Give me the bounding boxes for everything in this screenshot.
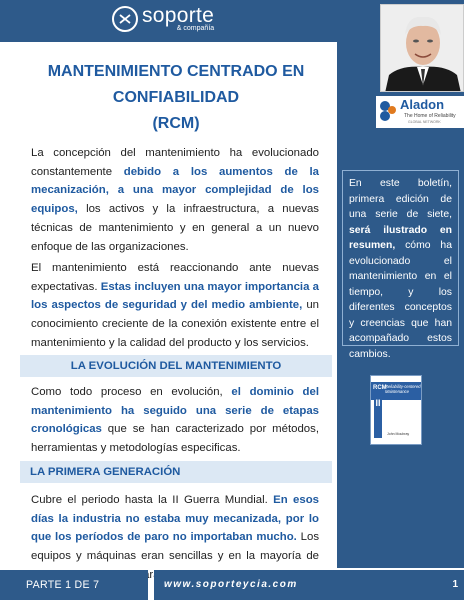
title-line-1: MANTENIMIENTO CENTRADO EN bbox=[47, 63, 305, 80]
text-span: cómo ha evolucionado el mantenimiento en el tiempo, y los diferentes conceptos y creencias que han acompañado estos cambios. bbox=[349, 240, 452, 360]
footer-bar bbox=[154, 570, 464, 600]
text-span: El mantenimiento está reaccionando ante nuevas expectativas. bbox=[31, 262, 319, 293]
logo-icon bbox=[112, 6, 138, 32]
highlight-span: En esos días la industria no estaba muy mecanizada, por lo que los períodos de paro no importaban mucho. bbox=[31, 494, 319, 544]
title-line-3: (RCM) bbox=[152, 115, 200, 132]
section-heading-evolution: LA EVOLUCIÓN DEL MANTENIMIENTO bbox=[20, 355, 332, 377]
aladon-icon bbox=[378, 99, 398, 123]
author-photo bbox=[380, 4, 464, 92]
text-span: En este boletín, primera edición de una serie de siete, bbox=[349, 178, 452, 220]
evolution-paragraph bbox=[31, 383, 319, 458]
page-title bbox=[20, 59, 332, 137]
text-span: Cubre el periodo hasta la II Guerra Mundial. bbox=[31, 494, 274, 506]
text-span: que se han caracterizado por métodos, herramientas y metodologías especificas. bbox=[31, 423, 319, 455]
book-cover-image bbox=[370, 375, 422, 445]
footer-url-link[interactable]: www.soporteycia.com bbox=[164, 579, 298, 590]
book-author: John Moubray bbox=[387, 432, 410, 436]
text-span: Como todo proceso en evolución, bbox=[31, 386, 232, 398]
text-span: La concepción del mantenimiento ha evolucionado constantemente bbox=[31, 147, 319, 178]
aladon-subline: GLOBAL NETWORK bbox=[408, 120, 441, 124]
sidebar-summary-box bbox=[342, 170, 459, 360]
footer-part-label: PARTE 1 DE 7 bbox=[0, 570, 148, 600]
highlight-span: será ilustrado en resumen, bbox=[349, 224, 452, 251]
text-span: los activos y la infraestructura, a nuevas técnicas de mantenimiento y en general a un nuevo enfoque de las organizaciones. bbox=[31, 203, 319, 253]
expectations-paragraph bbox=[31, 259, 319, 353]
soporte-logo[interactable] bbox=[112, 5, 214, 32]
logo-text: soporte bbox=[142, 4, 215, 27]
book-title: Reliability-centered Maintenance bbox=[385, 384, 421, 394]
intro-paragraph bbox=[31, 144, 319, 256]
aladon-tagline: The Home of Reliability bbox=[404, 113, 456, 119]
book-volume: II bbox=[374, 398, 382, 438]
aladon-name: Aladon bbox=[400, 97, 445, 112]
logo-subtext: & compañía bbox=[176, 25, 215, 32]
text-span: un conocimiento creciente de la conexión existente entre el mantenimiento y la calidad del producto y los servicios. bbox=[31, 299, 319, 349]
page-number: 1 bbox=[452, 579, 458, 590]
highlight-span: debido a los aumentos de la mecanización, a una mayor complejidad de los equipos, bbox=[31, 165, 319, 216]
highlight-span: Estas incluyen una mayor importancia a los aspectos de seguridad y del medio ambiente, bbox=[31, 280, 319, 312]
aladon-logo bbox=[376, 96, 464, 128]
section-heading-first-generation: LA PRIMERA GENERACIÓN bbox=[20, 461, 332, 483]
book-rcm-label: RCM bbox=[373, 385, 387, 391]
highlight-span: el dominio del mantenimiento ha seguido una serie de etapas cronológicas bbox=[31, 386, 319, 436]
title-line-2: CONFIABILIDAD bbox=[112, 89, 240, 106]
text-span: Los equipos y máquinas eran sencillas y en la mayoría de para bbox=[31, 531, 320, 581]
